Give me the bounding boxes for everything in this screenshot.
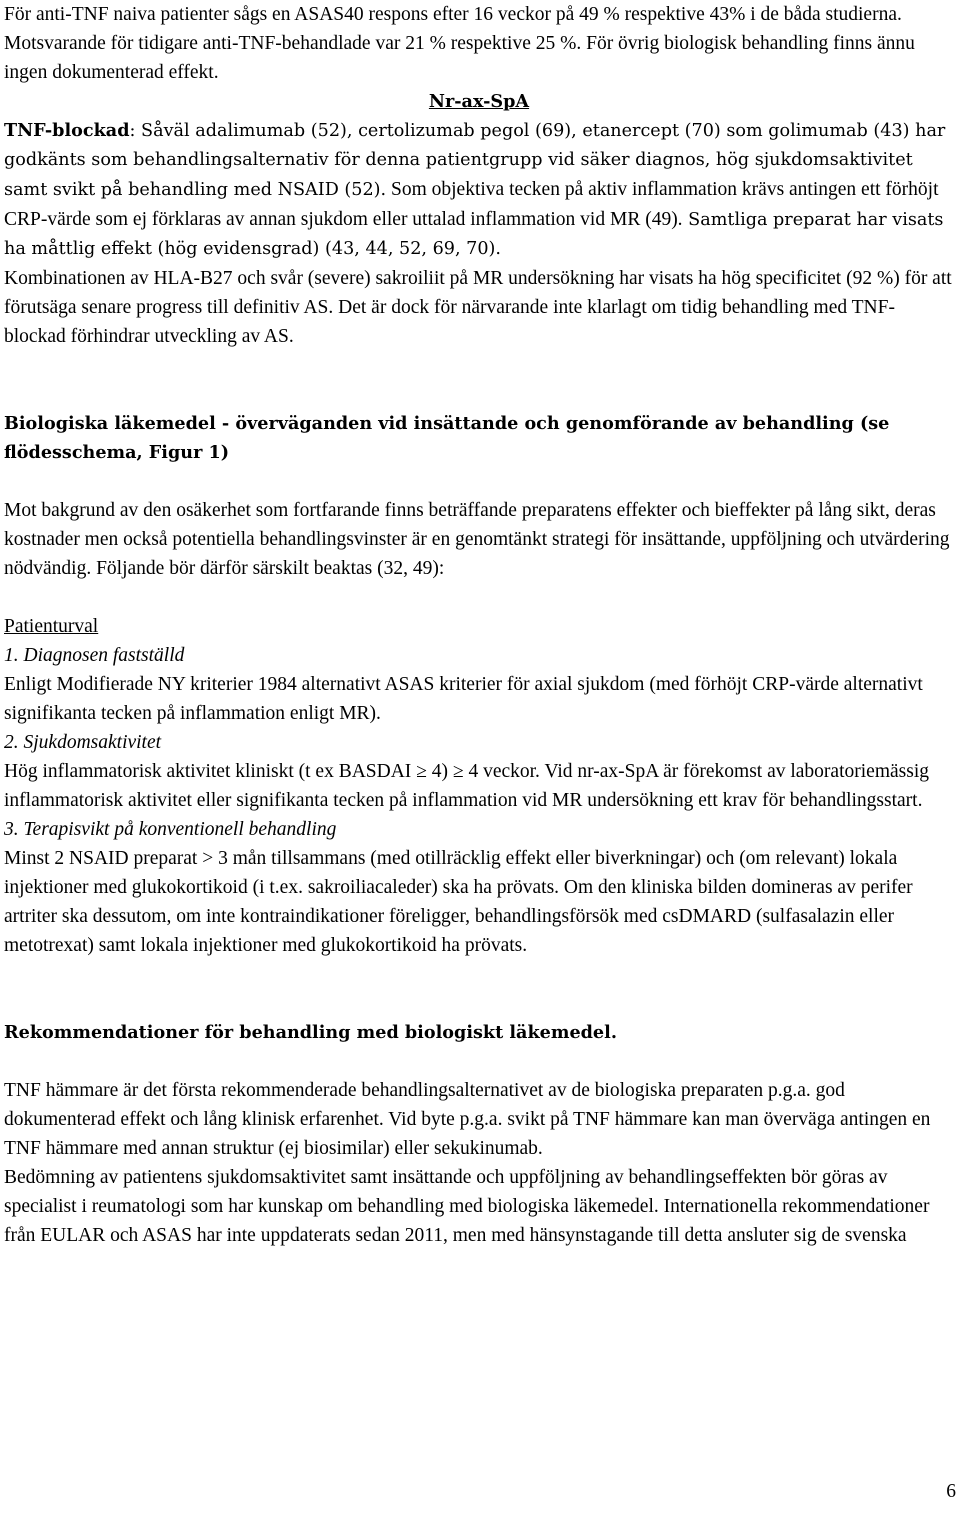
bio-heading: Biologiska läkemedel - överväganden vid insättande och genomförande av behandling (se flödesschema, Figur 1): [4, 413, 890, 463]
item-3-text: Minst 2 NSAID preparat > 3 mån tillsammans (med otillräcklig effekt eller biverkningar) och (om relevant) lokala injektioner med glukokortikoid (i t.ex. sakroiliacaleder) ska ha prövats. Om den kliniska bilden domineras av perifer artriter ska dessutom, om inte kontraindikationer föreligger, behandlingsförsök med csDMARD (sulfasalazin eller metotrexat) samt lokala injektioner med glukokortikoid ha prövats.: [4, 848, 913, 956]
item-2-title: 2. Sjukdomsaktivitet: [4, 732, 162, 753]
rek-paragraph-2: Bedömning av patientens sjukdomsaktivitet samt insättande och uppföljning av behandlingseffekten bör göras av specialist i reumatologi som har kunskap om behandling med biologiska läkemedel. Internationella rekommendationer från EULAR och ASAS har inte uppdaterats sedan 2011, men med hänsynstagande till detta ansluter sig de svenska: [4, 1167, 930, 1246]
intro-paragraph: För anti-TNF naiva patienter sågs en ASAS40 respons efter 16 veckor på 49 % respektive 43% i de båda studierna. Motsvarande för tidigare anti-TNF-behandlade var 21 % respektive 25 %. För övrig biologisk behandling finns ännu ingen dokumenterad effekt.: [4, 4, 915, 83]
nrax-paragraph-1: [4, 116, 954, 264]
item-3-title: 3. Terapisvikt på konventionell behandling: [4, 819, 337, 840]
nrax-p1-tail2: Samtliga preparat har visats ha måttlig effekt (hög evidensgrad) (43, 44, 52, 69, 70).: [4, 210, 944, 259]
tnf-blockad-label: TNF-blockad: [4, 120, 130, 141]
nrax-p1-rest: : Såväl adalimumab (52), certolizumab pegol (69), etanercept (70) som golimumab (43) har godkänts som behandlingsalternativ för denna patientgrupp vid säker diagnos, hög sjukdomsaktivitet samt svikt på behandling med NSAID (52).: [4, 121, 946, 200]
item-1-text: Enligt Modifierade NY kriterier 1984 alternativt ASAS kriterier för axial sjukdom (med förhöjt CRP-värde alternativt signifikanta tecken på inflammation enligt MR).: [4, 674, 923, 724]
bio-paragraph: Mot bakgrund av den osäkerhet som fortfarande finns beträffande preparatens effekter och bieffekter på lång sikt, deras kostnader men också potentiella behandlingsvinster är en genomtänkt strategi för insättande, uppföljning och utvärdering nödvändig. Följande bör därför särskilt beaktas (32, 49):: [4, 500, 950, 579]
nrax-paragraph-2: Kombinationen av HLA-B27 och svår (severe) sakroiliit på MR undersökning har visats ha hög specificitet (92 %) för att förutsäga senare progress till definitiv AS. Det är dock för närvarande inte klarlagt om tidig behandling med TNF-blockad förhindrar utveckling av AS.: [4, 268, 952, 347]
rek-paragraph-1: TNF hämmare är det första rekommenderade behandlingsalternativet av de biologiska preparaten p.g.a. god dokumenterad effekt och lång klinisk erfarenhet. Vid byte p.g.a. svikt på TNF hämmare kan man överväga antingen en TNF hämmare med annan struktur (ej biosimilar) eller sekukinumab.: [4, 1080, 931, 1159]
page-number: 6: [946, 1481, 956, 1502]
document-page: [4, 0, 954, 1250]
patienturval-heading: Patienturval: [4, 616, 99, 637]
item-2-text: Hög inflammatorisk aktivitet kliniskt (t ex BASDAI ≥ 4) ≥ 4 veckor. Vid nr-ax-SpA är förekomst av laboratoriemässig inflammatorisk aktivitet eller signifikanta tecken på inflammation vid MR undersökning ett krav för behandlingsstart.: [4, 761, 929, 811]
item-1-title: 1. Diagnosen fastställd: [4, 645, 185, 666]
nrax-heading: Nr-ax-SpA: [428, 91, 530, 112]
rek-heading: Rekommendationer för behandling med biologiskt läkemedel.: [4, 1022, 617, 1043]
nrax-p1-tail: Som objektiva tecken på aktiv inflammation krävs antingen ett förhöjt CRP-värde som ej förklaras av annan sjukdom eller uttalad inflammation vid MR (49).: [4, 179, 939, 230]
